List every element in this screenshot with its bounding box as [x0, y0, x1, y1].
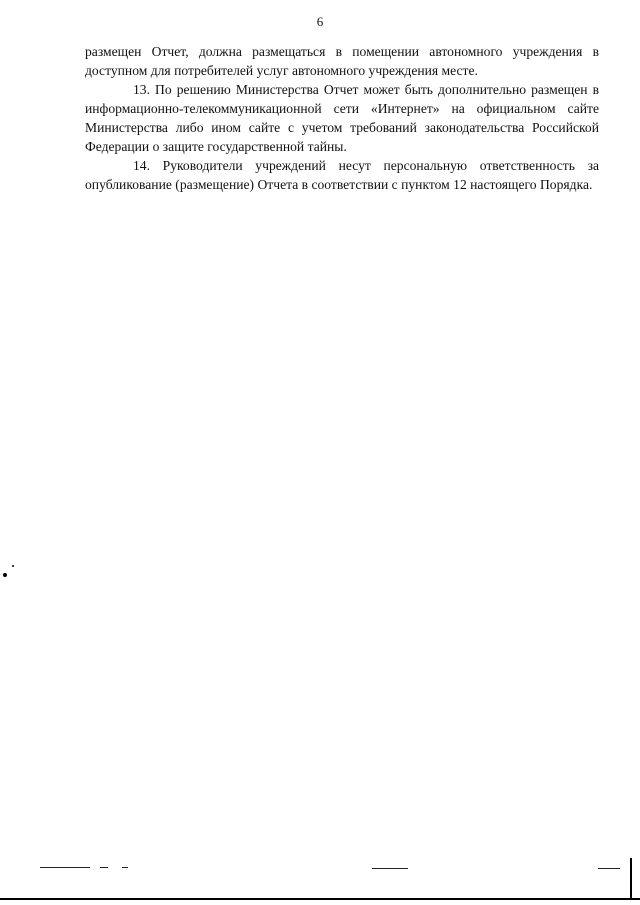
scan-dash-mark: [40, 867, 90, 868]
scan-right-edge: [630, 858, 632, 900]
scan-dash-mark: [372, 868, 408, 869]
scan-dash-mark: [122, 867, 128, 868]
page-number: 6: [316, 14, 324, 29]
scan-dash-mark: [100, 867, 108, 868]
paragraph-item-14: 14. Руководители учреждений несут персональную ответственность за опубликование (размещение) Отчета в соответствии с пунктом 12 настоящего Порядка.: [85, 158, 599, 192]
scan-speck: [3, 573, 7, 577]
paragraph-continuation: размещен Отчет, должна размещаться в помещении автономного учреждения в доступном для потребителей услуг автономного учреждения месте.: [85, 44, 599, 78]
scan-speck: [12, 565, 14, 567]
scan-dash-mark: [598, 868, 620, 869]
document-body: [85, 42, 599, 194]
paragraph-item-13: 13. По решению Министерства Отчет может быть дополнительно размещен в информационно-телекоммуникационной сети «Интернет» на официальном сайте Министерства либо ином сайте с учетом требований законодательства Российской Федерации о защите государственной тайны.: [85, 82, 599, 154]
scan-bottom-edge: [0, 898, 640, 900]
